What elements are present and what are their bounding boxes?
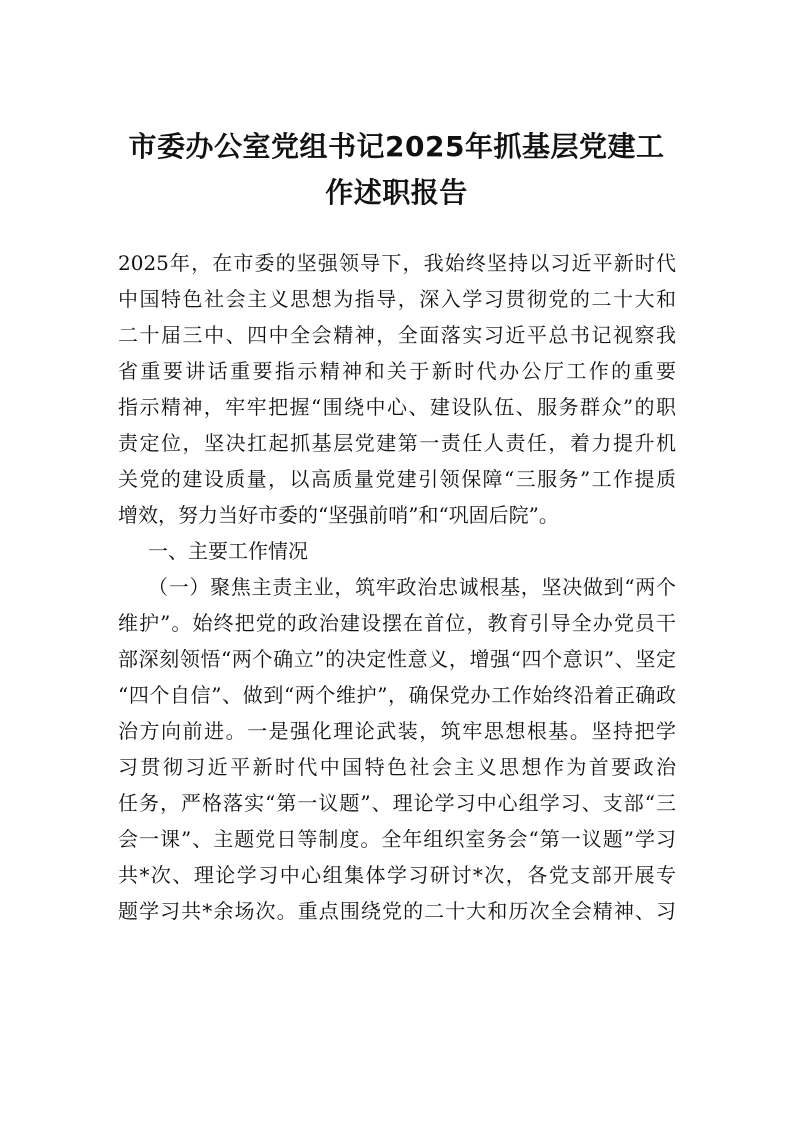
paragraph-line: 二十届三中、四中全会精神，全面落实习近平总书记视察我 — [118, 323, 676, 347]
paragraph-line: 增效，努力当好市委的“坚强前哨”和“巩固后院”。 — [118, 503, 559, 527]
paragraph-line: 治方向前进。一是强化理论武装，筑牢思想根基。坚持把学 — [118, 719, 676, 743]
paragraph-line: 共*次、理论学习中心组集体学习研讨*次，各党支部开展专 — [118, 863, 676, 887]
subsection-heading-line: （一）聚焦主责主业，筑牢政治忠诚根基，坚决做到“两个 — [148, 575, 676, 599]
paragraph-line: 部深刻领悟“两个确立”的决定性意义，增强“四个意识”、坚定 — [118, 647, 676, 671]
section-heading: 一、主要工作情况 — [148, 539, 308, 563]
paragraph-line: 中国特色社会主义思想为指导，深入学习贯彻党的二十大和 — [118, 287, 676, 311]
paragraph-line: 省重要讲话重要指示精神和关于新时代办公厅工作的重要 — [118, 359, 676, 383]
paragraph-line: 关党的建设质量，以高质量党建引领保障“三服务”工作提质 — [118, 467, 676, 491]
paragraph-line: 责定位，坚决扛起抓基层党建第一责任人责任，着力提升机 — [118, 431, 676, 455]
paragraph-line: 任务，严格落实“第一议题”、理论学习中心组学习、支部“三 — [118, 791, 676, 815]
paragraph-line: 题学习共*余场次。重点围绕党的二十大和历次全会精神、习 — [118, 899, 676, 923]
document-title-line-2: 作述职报告 — [325, 176, 468, 209]
paragraph-line: 会一课”、主题党日等制度。全年组织室务会“第一议题”学习 — [118, 827, 676, 851]
paragraph-line: 2025年，在市委的坚强领导下，我始终坚持以习近平新时代 — [118, 251, 676, 275]
paragraph-line: “四个自信”、做到“两个维护”，确保党办工作始终沿着正确政 — [118, 683, 676, 707]
paragraph-line: 指示精神，牢牢把握“围绕中心、建设队伍、服务群众”的职 — [118, 395, 676, 419]
document-title-line-1: 市委办公室党组书记2025年抓基层党建工 — [128, 130, 665, 163]
paragraph-line: 习贯彻习近平新时代中国特色社会主义思想作为首要政治 — [118, 755, 676, 779]
paragraph-line: 维护”。始终把党的政治建设摆在首位，教育引导全办党员干 — [118, 611, 676, 635]
